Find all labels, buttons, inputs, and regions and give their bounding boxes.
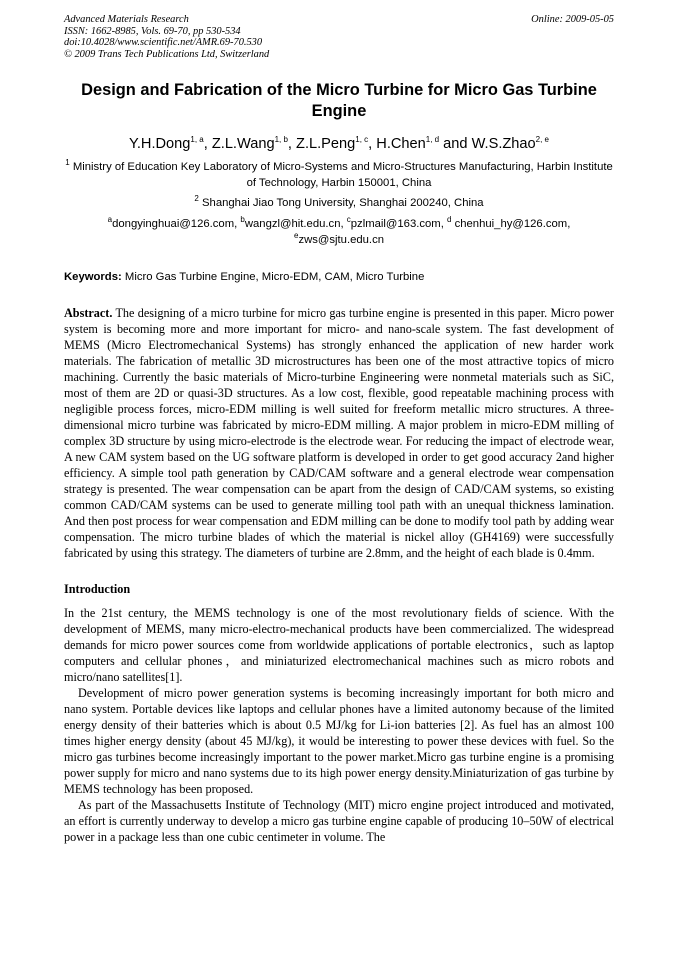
paragraph: As part of the Massachusetts Institute of Technology (MIT) micro engine project introduced and motivated, an effort is currently underway to develop a micro gas turbine engine capable of producing 10–50W of electrical power in a package less than one cubic centimeter in volume. The bbox=[64, 798, 614, 844]
paragraph: In the 21st century, the MEMS technology is one of the most revolutionary fields of science. With the development of MEMS, many micro-electro-mechanical products have been commercialized. The widespread demands for micro power sources come from worldwide applications of portable electronics，such as laptop computers and cellular phones，and miniaturized electromechanical machines such as micro robots and micro/nano satellites[1]. bbox=[64, 606, 614, 684]
email: $^c$pzlmail@163.com, bbox=[346, 215, 447, 230]
online-date: Online: 2009-05-05 bbox=[531, 14, 614, 25]
author: Z.L.Peng$^{1, c}$, bbox=[296, 135, 377, 152]
email: $^e$zws@sjtu.edu.cn bbox=[293, 230, 384, 246]
keywords-text: Micro Gas Turbine Engine, Micro-EDM, CAM, Micro Turbine bbox=[121, 271, 425, 283]
email: $^b$wangzl@hit.edu.cn, bbox=[240, 215, 347, 230]
journal-name: Advanced Materials Research bbox=[64, 14, 189, 25]
introduction-body bbox=[64, 605, 614, 845]
journal-header bbox=[64, 14, 614, 60]
abstract-label: Abstract. bbox=[64, 306, 113, 320]
email: $^d$ chenhui_hy@126.com, bbox=[447, 215, 571, 230]
section-heading-introduction: Introduction bbox=[64, 582, 131, 596]
author: Y.H.Dong$^{1, a}$, bbox=[129, 135, 212, 152]
paper-title: Design and Fabrication of the Micro Turbine for Micro Gas Turbine Engine bbox=[81, 81, 597, 120]
issn-line: ISSN: 1662-8985, Vols. 69-70, pp 530-534 bbox=[64, 25, 241, 37]
author-list bbox=[64, 135, 614, 153]
affiliation-1: $^1$ Ministry of Education Key Laboratory of Micro-Systems and Micro-Structures Manufacturing, Harbin Institute of Technology, Harbin 150001, China bbox=[65, 158, 613, 189]
copyright-line: © 2009 Trans Tech Publications Ltd, Switzerland bbox=[64, 48, 270, 60]
author: H.Chen$^{1, d}$ and bbox=[376, 135, 472, 152]
doi-line: doi:10.4028/www.scientific.net/AMR.69-70.530 bbox=[64, 37, 263, 48]
paper-page bbox=[64, 14, 614, 845]
author: W.S.Zhao$^{2, e}$ bbox=[471, 135, 549, 152]
paragraph: Development of micro power generation systems is becoming increasingly important for both micro and nano system. Portable devices like laptops and cellular phones have a limited autonomy because of the limited energy density of their batteries which is about 0.5 MJ/kg for Li-ion batteries [2]. As fuel has an almost 100 times higher energy density (about 45 MJ/kg), it would be interesting to power these devices with fuel. So the micro gas turbines become increasingly important to the power market.Micro gas turbine engine is a promising power supply for micro and nano systems due to its high power energy density.Miniaturization of gas turbine by MEMS technology has been proposed. bbox=[64, 686, 614, 796]
email: $^a$dongyinghuai@126.com, bbox=[107, 215, 241, 230]
affiliation-2: $^2$ Shanghai Jiao Tong University, Shanghai 200240, China bbox=[194, 194, 484, 209]
abstract-text: The designing of a micro turbine for micro gas turbine engine is presented in this paper. Micro power system is becoming more and more important for micro- and nano-scale system. The fast development of MEMS (Micro Electromechanical Systems) has strongly enhanced the application of new harder work materials. The fabrication of metallic 3D microstructures has been one of the most attractive topics of micro machining. Currently the basic materials of Micro-turbine Engineering were nonmetal materials such as SiC, most of them are 2D or quasi-3D structures. As a low cost, flexible, good repeatable machining process with negligible process forces, micro-EDM milling is well suited for freeform metallic micro structures. A three-dimensional micro turbine was fabricated by micro-EDM milling. A major problem in micro-EDM milling of complex 3D structure by using micro-electrode is the electrode wear. For reducing the impact of electrode wear, A new CAM system based on the UG software platform is developed in order to get good accuracy 2and higher efficiency. A simple tool path generation by CAD/CAM software and a general electrode wear compensation strategy is presented. The wear compensation can be apart from the design of CAD/CAM systems, so existing common CAD/CAM systems can be used to generate milling tool path with an unequal thickness lamination. And then post process for wear compensation and EDM milling can be done to modify tool path by adding wear compensation. The micro turbine blades of which the material is nickel alloy (GH4169) were successfully fabricated by using this strategy. The diameters of turbine are 2.8mm, and the height of each blade is 0.4mm. bbox=[64, 306, 614, 560]
email-list bbox=[64, 217, 614, 248]
keywords-label: Keywords: bbox=[64, 271, 122, 283]
keywords bbox=[64, 270, 614, 285]
author: Z.L.Wang$^{1, b}$, bbox=[211, 135, 297, 152]
abstract bbox=[64, 305, 614, 561]
